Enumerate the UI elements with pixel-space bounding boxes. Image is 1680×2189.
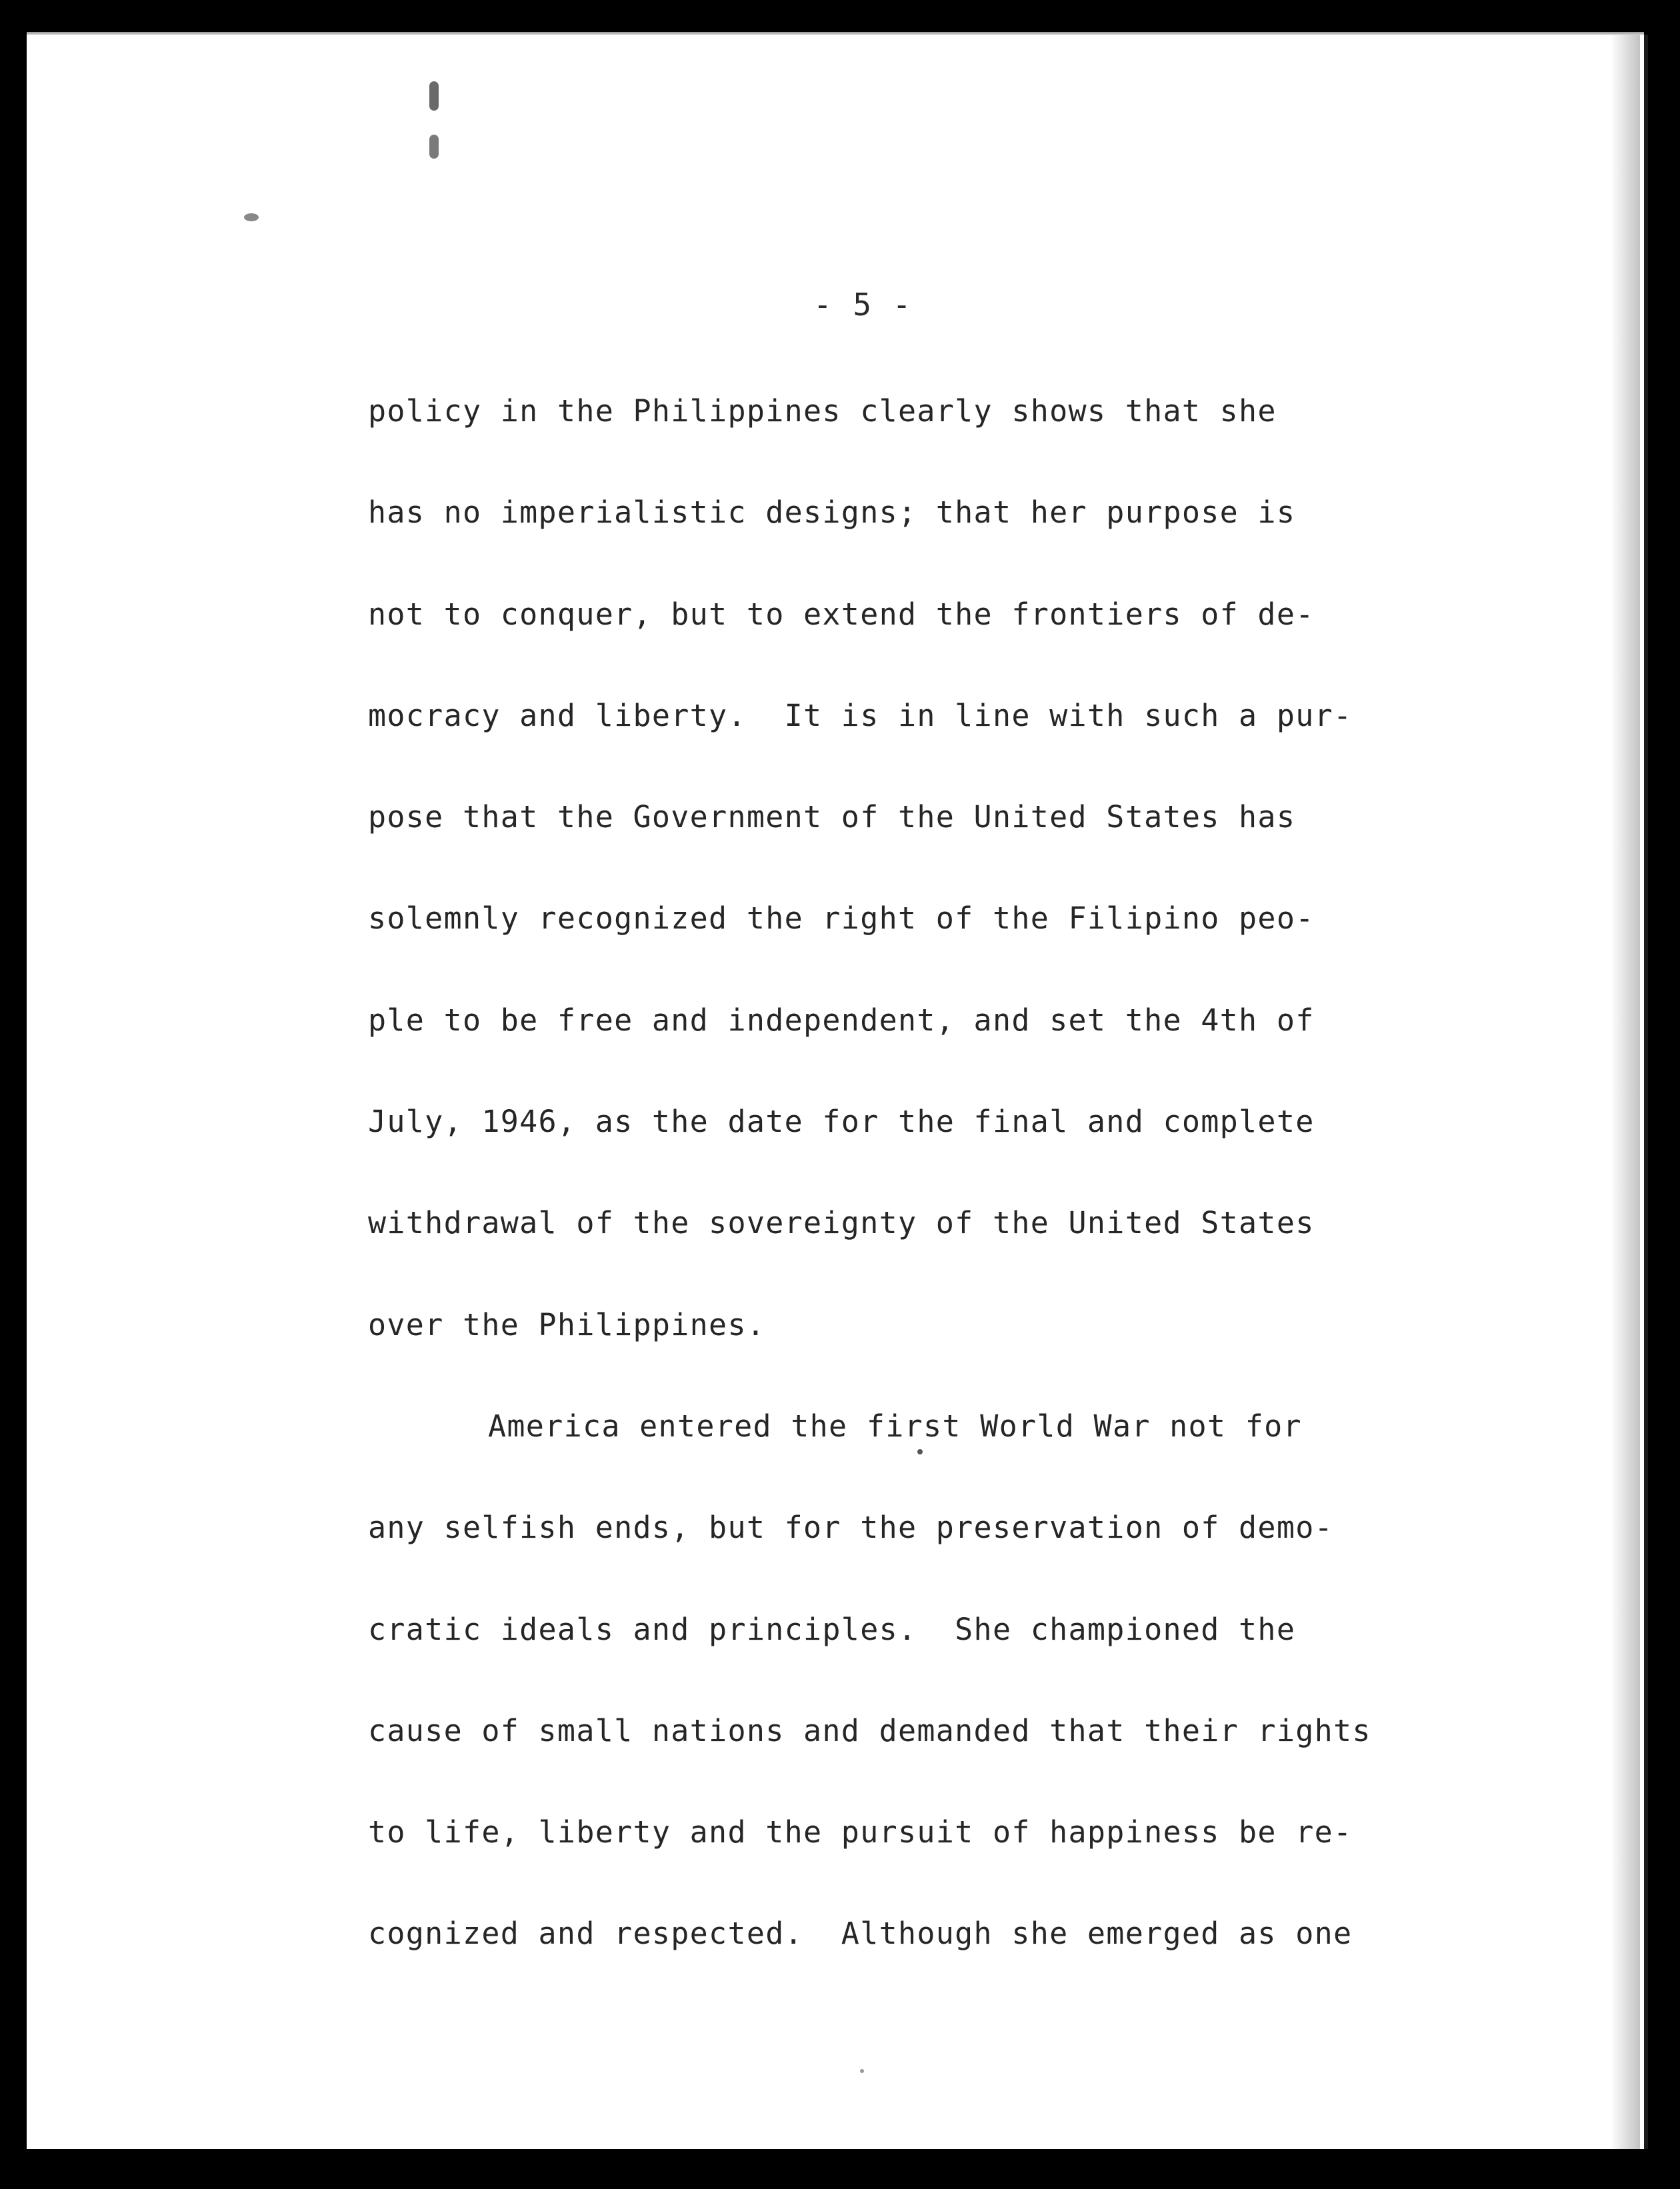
text-line: over the Philippines. [368, 1306, 766, 1342]
page-edge-shadow [1611, 35, 1640, 2149]
text-line: to life, liberty and the pursuit of happiness be re- [368, 1814, 1353, 1850]
text-line: any selfish ends, but for the preservation of demo- [368, 1510, 1334, 1546]
body-text [368, 387, 1371, 2011]
ink-speck [244, 213, 259, 221]
paragraph-start-line: America entered the first World War not for [488, 1408, 1302, 1444]
text-line: cratic ideals and principles. She championed the [368, 1611, 1296, 1647]
staple-mark-bottom [429, 135, 439, 159]
page-number: - 5 - [813, 287, 913, 323]
ink-speck [860, 2069, 864, 2073]
text-line: policy in the Philippines clearly shows that she [368, 393, 1277, 429]
text-line: has no imperialistic designs; that her purpose is [368, 495, 1296, 531]
text-line: cognized and respected. Although she emerged as one [368, 1916, 1353, 1952]
staple-mark-top [429, 81, 439, 111]
text-line: solemnly recognized the right of the Filipino peo- [368, 901, 1315, 937]
text-line: pose that the Government of the United States has [368, 799, 1296, 835]
text-line: withdrawal of the sovereignty of the United States [368, 1205, 1315, 1241]
text-line: cause of small nations and demanded that their rights [368, 1712, 1371, 1748]
document-page [27, 35, 1648, 2149]
text-line: ple to be free and independent, and set the 4th of [368, 1002, 1315, 1038]
text-line: not to conquer, but to extend the frontiers of de- [368, 596, 1315, 632]
text-line: July, 1946, as the date for the final and complete [368, 1104, 1315, 1140]
text-line: mocracy and liberty. It is in line with such a pur- [368, 697, 1353, 733]
